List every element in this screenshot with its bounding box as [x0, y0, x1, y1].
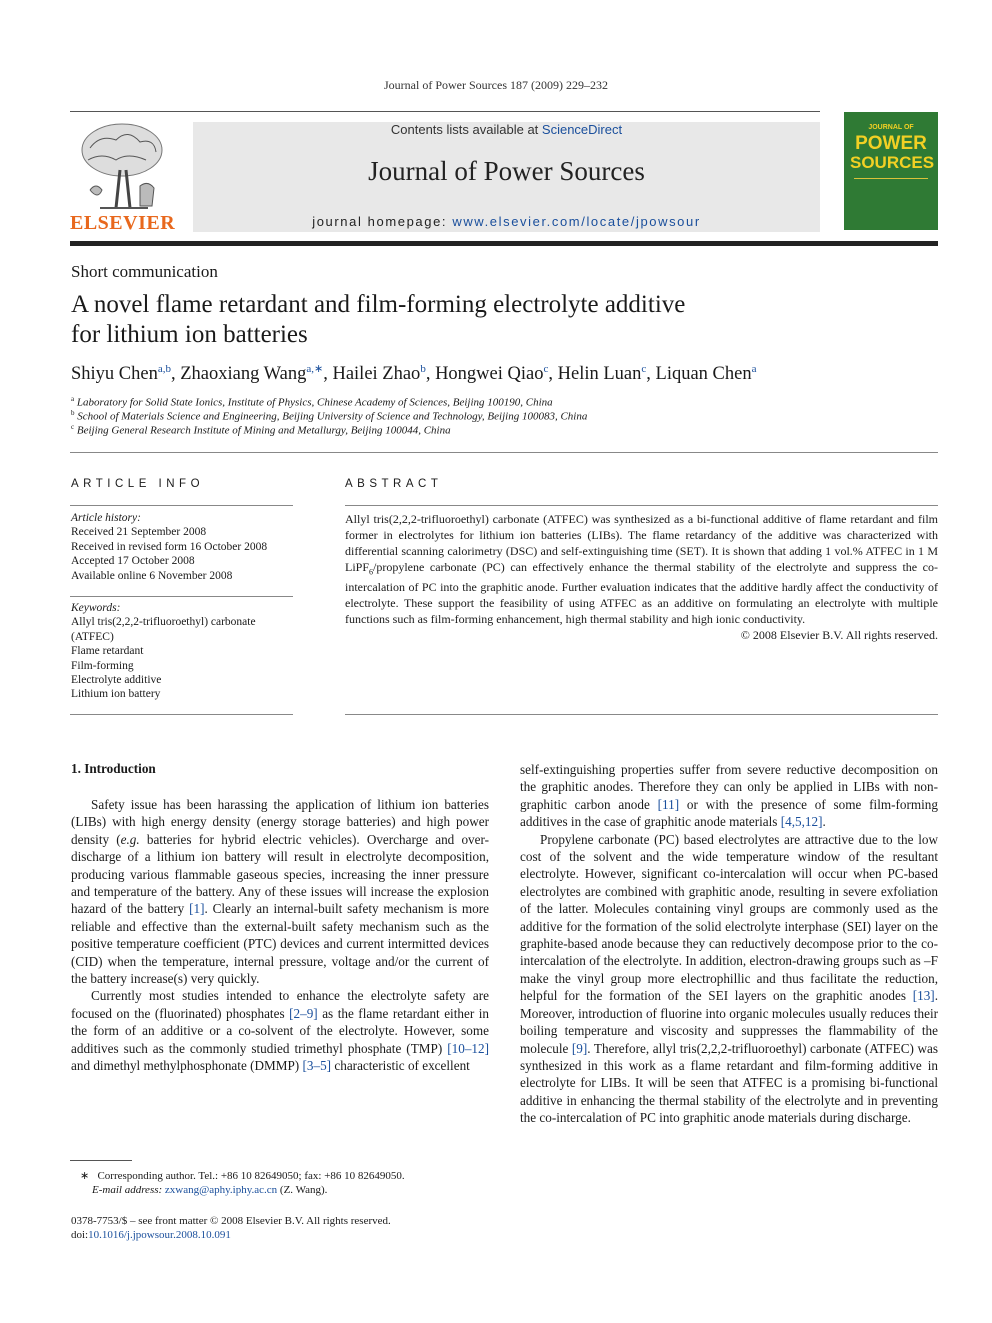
header-thick-rule: [70, 241, 938, 246]
title-line-1: A novel flame retardant and film-forming electrolyte additive: [71, 291, 686, 318]
email-note: E-mail address: zxwang@aphy.iphy.ac.cn (Z. Wang).: [92, 1184, 328, 1196]
doi-link[interactable]: 10.1016/j.jpowsour.2008.10.091: [88, 1229, 231, 1241]
article-history: Article history: Received 21 September 2008 Received in revised form 16 October 2008 Accepted 17 October 2008 Available online 6 November 2008: [71, 511, 296, 583]
journal-reference: Journal of Power Sources 187 (2009) 229–232: [384, 78, 608, 92]
cover-rule: [854, 178, 928, 179]
history-item: Received 21 September 2008: [71, 526, 207, 539]
keywords: Keywords: Allyl tris(2,2,2-trifluoroethyl) carbonate (ATFEC) Flame retardant Film-forming Electrolyte additive Lithium ion battery: [71, 601, 296, 702]
intro-left-column: [71, 796, 489, 1075]
history-item: Available online 6 November 2008: [71, 569, 233, 582]
journal-cover-thumbnail[interactable]: [844, 112, 938, 230]
sciencedirect-link[interactable]: ScienceDirect: [541, 122, 623, 137]
article-info-heading: ARTICLE INFO: [71, 478, 205, 490]
homepage-label: journal homepage:: [312, 214, 453, 229]
author[interactable]: Zhaoxiang Wang$^{a,∗}$: [180, 363, 324, 385]
info-rule: [70, 505, 293, 506]
copyright: © 2008 Elsevier B.V. All rights reserved.: [740, 627, 938, 642]
cover-line1: JOURNAL OF: [868, 124, 914, 131]
header-top-rule: [70, 111, 820, 112]
citation-link[interactable]: [13]: [912, 988, 935, 1004]
paragraph: Safety issue has been harassing the application of lithium ion batteries (LIBs) with high energy density (energy storage batteries) and high power density (e.g. batteries for hybrid electric vehicles). Overcharge and over-discharge of a lithium ion battery will result in electrolyte decomposition, producing various flammable gaseous species, increasing the inner pressure and temperature of the battery. Any of these issues will increase the explosion hazard of the battery [1]. Clearly an internal-built safety mechanism is more reliable and effective than the external-built safety mechanism such as the positive temperature coefficient (PTC) devices and current intermitted devices (CID) when the temperature, internal pressure, voltage and/or the current of the battery increase(s) very quickly.: [71, 797, 489, 987]
publisher-logo[interactable]: ELSEVIER: [70, 212, 176, 234]
intro-right-column: [520, 761, 938, 1127]
author[interactable]: Helin Luan$^c$: [557, 363, 647, 385]
keyword: Electrolyte additive: [71, 674, 162, 687]
paragraph: Propylene carbonate (PC) based electrolytes are attractive due to the low cost of the solvent and the wide temperature window of the resultant electrolyte. However, significant co-intercalation will occur when PC-based electrolytes are combined with graphitic anode, resulting in severe exfoliation of the latter. Molecules containing vinyl groups are commonly used as the additive for the formation of the solid electrolyte interphase (SEI) layer on the graphite-based anode because they can reductively decompose prior to the co-intercalation of the electrolyte. In addition, electron-drawing groups such as –F make the vinyl group more electrophillic and thus facilitate the reduction, helpful for the formation of the SEI layers on the graphitic anodes [13]. Moreover, introduction of fluorine into organic molecules usually reduces their boiling temperature and viscosity and suppresses the flammability of the molecule [9]. Therefore, allyl tris(2,2,2-trifluoroethyl) carbonate (ATFEC) was synthesized in this work as a flame retardant and film-forming additive in electrolyte for LIBs. It will be seen that ATFEC is a promising bi-functional additive in enhancing the thermal stability of the electrolyte and in preventing the co-intercalation of PC into graphitic anode materials during discharge.: [520, 831, 938, 1126]
tree-icon: [70, 120, 172, 212]
abstract-rule: [345, 714, 938, 715]
keyword: (ATFEC): [71, 630, 114, 643]
paragraph: self-extinguishing properties suffer from severe reductive decomposition on the graphitic anodes. Therefore they can only be applied in LIBs with non-graphitic carbon anode [11] or with the presence of some film-forming additives in the case of graphitic anode materials [4,5,12].: [520, 762, 938, 830]
info-rule: [70, 596, 293, 597]
affiliation: $^b$ School of Materials Science and Engineering, Beijing University of Science and Technology, Beijing 100083, China: [71, 409, 588, 423]
author[interactable]: Hailei Zhao$^b$: [332, 363, 426, 385]
keyword: Flame retardant: [71, 645, 144, 658]
cover-line3: SOURCES: [850, 153, 935, 172]
doi-line: doi:10.1016/j.jpowsour.2008.10.091: [71, 1229, 231, 1241]
contents-line: [193, 122, 820, 137]
keyword: Film-forming: [71, 659, 134, 672]
affil-rule: [70, 452, 938, 453]
citation-link[interactable]: [9]: [571, 1040, 588, 1056]
history-item: Received in revised form 16 October 2008: [71, 540, 268, 553]
info-rule: [70, 714, 293, 715]
author[interactable]: Shiyu Chen$^{a,b}$: [71, 363, 171, 385]
issn-line: 0378-7753/$ – see front matter © 2008 Elsevier B.V. All rights reserved.: [71, 1215, 391, 1227]
homepage-link[interactable]: www.elsevier.com/locate/jpowsour: [452, 214, 701, 229]
article-type: Short communication: [71, 262, 218, 281]
abstract-text: Allyl tris(2,2,2-trifluoroethyl) carbonate (ATFEC) was synthesized as a bi-functional additive of flame retardant and film former in electrolytes for lithium ion batteries (LIBs). The flame retardancy of the additive was characterized with differential scanning calorimetry (DSC) and self-extinguishing time (SET). It is shown that adding 1 vol.% ATFEC in 1 M LiPF$_6$/propylene carbonate (PC) can effectively enhance the thermal stability of the electrolyte and suppress the co-intercalation of PC into the graphitic anode. Further evaluation indicates that the additive hardly affect the conductivity of electrolyte. These support the feasibility of using ATFEC as an additive on formulating an electrolyte with multiple functions such as film-forming enhancement, high thermal stability and high ionic conductivity. © 2008 Elsevier B.V. All rights reserved.: [345, 512, 938, 642]
citation-link[interactable]: [1]: [189, 901, 205, 917]
journal-homepage: [193, 214, 820, 229]
paragraph: Currently most studies intended to enhance the electrolyte safety are focused on the (fluorinated) phosphates [2–9] as the flame retardant either in the form of an additive or a co-solvent of the electrolyte. However, some additives such as the commonly studied trimethyl phosphate (TMP) [10–12] and dimethyl methylphosphonate (DMMP) [3–5] characteristic of excellent: [71, 988, 489, 1074]
abstract-rule: [345, 505, 938, 506]
citation-link[interactable]: [10–12]: [447, 1040, 489, 1056]
affiliation: $^c$ Beijing General Research Institute of Mining and Metallurgy, Beijing 100044, China: [71, 423, 451, 437]
author[interactable]: Liquan Chen$^a$: [655, 363, 757, 385]
contents-prefix: Contents lists available at: [390, 122, 542, 137]
author[interactable]: Hongwei Qiao$^c$: [435, 363, 549, 385]
email-link[interactable]: zxwang@aphy.iphy.ac.cn: [164, 1184, 278, 1196]
affiliation: $^a$ Laboratory for Solid State Ionics, Institute of Physics, Chinese Academy of Sciences, Beijing 100190, China: [71, 395, 553, 409]
citation-link[interactable]: [2–9]: [289, 1005, 318, 1021]
author-list: Shiyu Chen$^{a,b}$, Zhaoxiang Wang$^{a,∗}$, Hailei Zhao$^b$, Hongwei Qiao$^c$, Helin Luan$^c$, Liquan Chen$^a$: [71, 363, 757, 385]
citation-link[interactable]: [11]: [657, 796, 680, 812]
keyword: Lithium ion battery: [71, 688, 161, 701]
footnote-rule: [70, 1160, 132, 1161]
keyword: Allyl tris(2,2,2-trifluoroethyl) carbonate: [71, 616, 256, 629]
abstract-heading: ABSTRACT: [345, 478, 443, 490]
article-title: [71, 290, 831, 350]
title-line-2: for lithium ion batteries: [71, 321, 308, 348]
journal-title: Journal of Power Sources: [368, 156, 645, 186]
corresponding-author-note: ∗ Corresponding author. Tel.: +86 10 82649050; fax: +86 10 82649050.: [80, 1170, 405, 1182]
cover-line2: POWER: [855, 133, 927, 154]
history-item: Accepted 17 October 2008: [71, 555, 195, 568]
citation-link[interactable]: [4,5,12]: [780, 814, 823, 830]
section-heading-introduction: 1. Introduction: [71, 761, 156, 776]
citation-link[interactable]: [3–5]: [302, 1058, 332, 1074]
